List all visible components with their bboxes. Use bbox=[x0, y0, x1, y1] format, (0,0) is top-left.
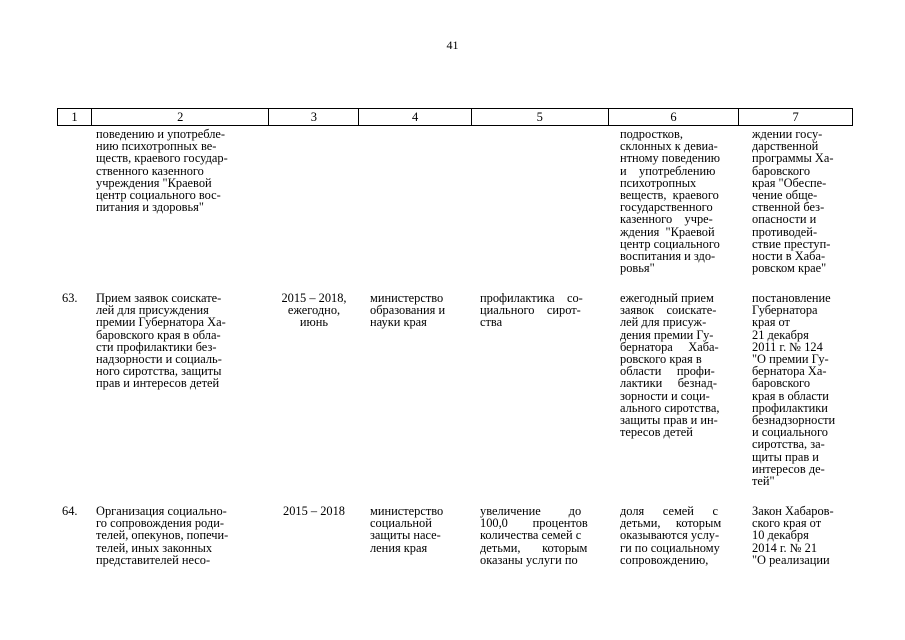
row-64-number: 64. bbox=[62, 504, 78, 518]
row-64-col6: доля семей с детьми, которым оказываются услу- ги по социальному сопровождению, bbox=[620, 504, 722, 567]
row-64-col5: увеличение до 100,0 процентов количества семей с детьми, которым оказаны услуги по bbox=[480, 504, 588, 567]
row-cont-col7: ждении госу- дарственной программы Ха- баровского края "Обеспе- чение обще- ственной без- опасности и противодей- ствие преступ- ности в Хаба- ровском крае" bbox=[752, 127, 834, 276]
row-cont-col2: поведению и употребле- нию психотропных ве- ществ, краевого государ- ственного казенного учреждения "Краевой центр социального вос- питания и здоровья" bbox=[96, 127, 228, 215]
header-col-6: 6 bbox=[609, 109, 740, 125]
row-63-col3: 2015 – 2018, ежегодно, июнь bbox=[281, 291, 347, 330]
row-63-col2: Прием заявок соискате- лей для присуждения премии Губернатора Ха- баровского края в обла- сти профилактики без- надзорности и социаль- ного сиротства, защиты прав и интересов детей bbox=[96, 291, 226, 391]
row-64-col3: 2015 – 2018 bbox=[283, 504, 345, 518]
header-col-2: 2 bbox=[92, 109, 270, 125]
header-col-4: 4 bbox=[359, 109, 472, 125]
header-col-5: 5 bbox=[472, 109, 609, 125]
row-63-number: 63. bbox=[62, 291, 78, 305]
row-63-col4: министерство образования и науки края bbox=[370, 291, 446, 330]
row-63-col7: постановление Губернатора края от 21 декабря 2011 г. № 124 "О премии Гу- бернатора Ха- баровского края в области профилактики безнадзорности и социального сиротства, за- щиты прав и интересов де- тей" bbox=[752, 291, 836, 489]
row-64-col4: министерство социальной защиты насе- ления края bbox=[370, 504, 444, 555]
row-64-col2: Организация социально- го сопровождения роди- телей, опекунов, попечи- телей, иных законных представителей несо- bbox=[96, 504, 229, 567]
row-63-col6: ежегодный прием заявок соискате- лей для присуж- дения премии Гу- бернатора Хаба- ровского края в области профи- лактики безнад- зорности и соци- ального сиротства, защиты прав и ин- тересов детей bbox=[620, 291, 720, 440]
header-col-7: 7 bbox=[792, 110, 799, 124]
table-header bbox=[57, 108, 853, 126]
header-col-1: 1 bbox=[58, 109, 92, 125]
row-63-col5: профилактика со- циального сирот- ства bbox=[480, 291, 583, 330]
row-64-col7: Закон Хабаров- ского края от 10 декабря 2014 г. № 21 "О реализации bbox=[752, 504, 834, 567]
page-number: 41 bbox=[446, 38, 459, 52]
row-cont-col6: подростков, склонных к девиа- нтному поведению и употреблению психотропных веществ, краевого государственного казенного учре- ждения "Краевой центр социального воспитания и здо- ровья" bbox=[620, 127, 721, 276]
header-col-3: 3 bbox=[269, 109, 359, 125]
